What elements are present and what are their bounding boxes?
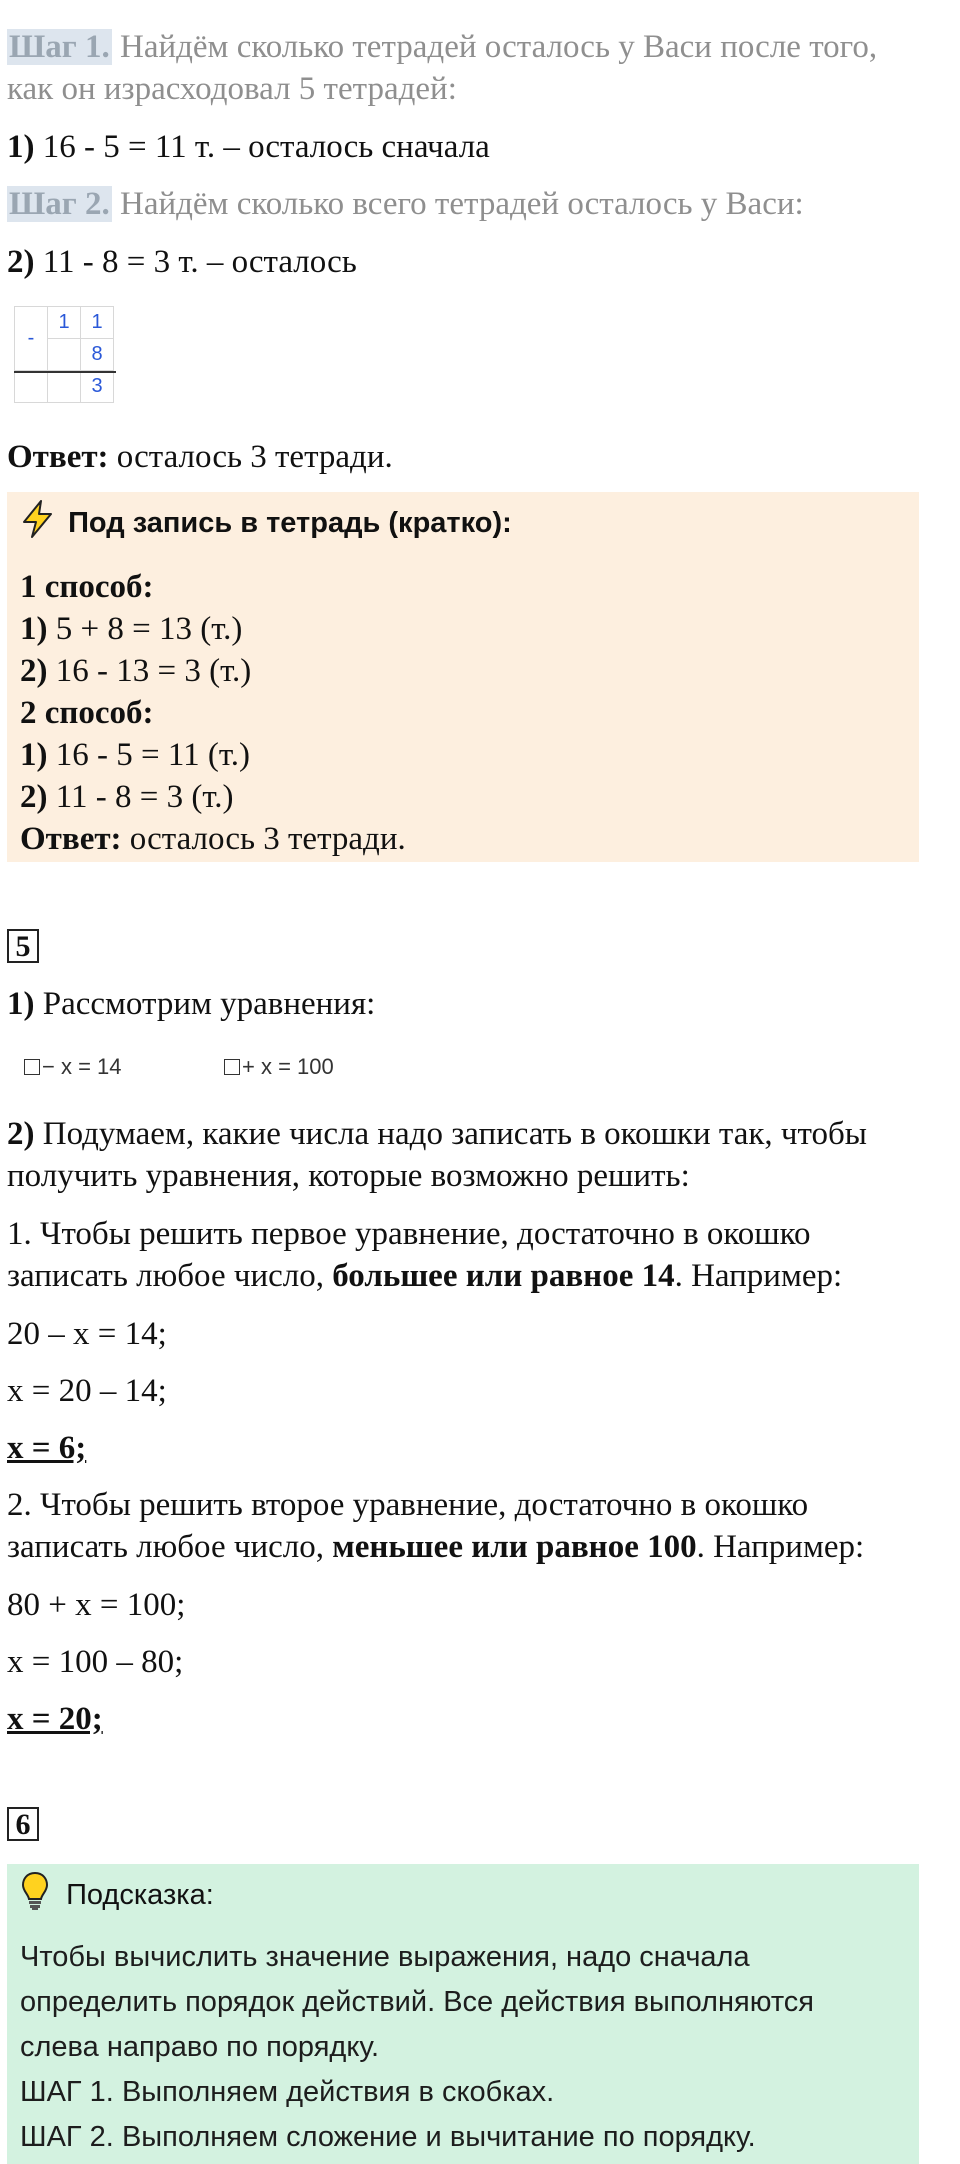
task-number-6: 6 bbox=[7, 1807, 39, 1841]
hint-body bbox=[20, 1935, 814, 2160]
hint-step-1 bbox=[20, 2070, 814, 2115]
text: Подумаем, какие числа надо записать в окошки так, чтобы bbox=[42, 1116, 867, 1152]
answer-label: Ответ: bbox=[20, 821, 122, 857]
calc-cell: 1 bbox=[48, 307, 81, 339]
bold-text: меньшее или равное 100 bbox=[332, 1529, 697, 1565]
way2-line2 bbox=[20, 776, 234, 818]
hint-step-2 bbox=[20, 2115, 814, 2160]
example2-line1: 80 + х = 100; bbox=[7, 1587, 186, 1623]
expr: 16 - 13 = 3 (т.) bbox=[55, 653, 252, 689]
equation-text: + x = 100 bbox=[242, 1054, 334, 1079]
expr: 5 + 8 = 13 (т.) bbox=[55, 611, 243, 647]
task5-para2 bbox=[7, 1484, 951, 1526]
empty-box-icon bbox=[224, 1059, 240, 1075]
calc-cell: 3 bbox=[81, 371, 114, 403]
line2-num: 2) bbox=[7, 244, 35, 280]
text: . Например: bbox=[696, 1529, 865, 1565]
bold-text: большее или равное 14 bbox=[332, 1258, 675, 1294]
solution-line-2 bbox=[7, 241, 357, 283]
way2-label: 2 способ: bbox=[20, 695, 154, 731]
step1-line bbox=[7, 26, 877, 68]
example2-line2: х = 100 – 80; bbox=[7, 1644, 184, 1680]
way1-line2 bbox=[20, 650, 251, 692]
calc-cell: 1 bbox=[81, 307, 114, 339]
hint-title: Подсказка: bbox=[66, 1879, 214, 1911]
num: 2) bbox=[7, 1116, 35, 1152]
text: . Например: bbox=[674, 1258, 843, 1294]
equation-2 bbox=[224, 1054, 334, 1080]
calc-cell bbox=[48, 339, 81, 371]
line2-text: 11 - 8 = 3 т. – осталось bbox=[42, 244, 357, 280]
expr: 11 - 8 = 3 (т.) bbox=[55, 779, 234, 815]
expr: 16 - 5 = 11 (т.) bbox=[55, 737, 251, 773]
step1-text2: как он израсходовал 5 тетрадей: bbox=[7, 71, 457, 107]
num: 1) bbox=[20, 611, 48, 647]
task5-para1b bbox=[7, 1255, 842, 1297]
equation-1 bbox=[24, 1054, 122, 1080]
step-label: ШАГ 1. bbox=[20, 2076, 114, 2108]
text: 1. Чтобы решить первое уравнение, достаточно в окошко bbox=[7, 1216, 811, 1252]
lightbulb-icon bbox=[20, 1870, 58, 1924]
answer-text: осталось 3 тетради. bbox=[129, 821, 406, 857]
line1-num: 1) bbox=[7, 129, 35, 165]
calc-operator: - bbox=[15, 307, 48, 371]
step-text: Выполняем сложение и вычитание по порядку. bbox=[121, 2121, 756, 2153]
way2-heading bbox=[20, 692, 154, 734]
task5-line1 bbox=[7, 983, 375, 1025]
way1-label: 1 способ: bbox=[20, 569, 154, 605]
text: Рассмотрим уравнения: bbox=[42, 986, 376, 1022]
step2-label: Шаг 2. bbox=[9, 186, 110, 222]
step2-line bbox=[7, 183, 804, 225]
calc-underline bbox=[14, 371, 116, 373]
lightning-icon bbox=[20, 500, 60, 550]
answer-line bbox=[7, 436, 393, 478]
calc-cell bbox=[15, 371, 48, 403]
answer-label: Ответ: bbox=[7, 439, 109, 475]
empty-box-icon bbox=[24, 1059, 40, 1075]
num: 1) bbox=[20, 737, 48, 773]
line1-text: 16 - 5 = 11 т. – осталось сначала bbox=[42, 129, 490, 165]
example1-line1: 20 – х = 14; bbox=[7, 1316, 167, 1352]
step-label: ШАГ 2. bbox=[20, 2121, 114, 2153]
answer-text: осталось 3 тетради. bbox=[116, 439, 393, 475]
notebook-header bbox=[20, 500, 512, 550]
way1-heading bbox=[20, 566, 154, 608]
hint-line: Чтобы вычислить значение выражения, надо сначала bbox=[20, 1941, 750, 1973]
step1-label: Шаг 1. bbox=[9, 29, 110, 65]
text: 2. Чтобы решить второе уравнение, достаточно в окошко bbox=[7, 1487, 809, 1523]
num: 2) bbox=[20, 779, 48, 815]
calc-cell: 8 bbox=[81, 339, 114, 371]
calc-cell bbox=[48, 371, 81, 403]
num: 1) bbox=[7, 986, 35, 1022]
step1-text: Найдём сколько тетрадей осталось у Васи после того, bbox=[119, 29, 878, 65]
task-number-5: 5 bbox=[7, 929, 39, 963]
text: записать любое число, bbox=[7, 1529, 333, 1565]
notebook-title: Под запись в тетрадь (кратко): bbox=[68, 507, 512, 539]
num: 2) bbox=[20, 653, 48, 689]
hint-header bbox=[20, 1870, 214, 1924]
task5-para1 bbox=[7, 1213, 951, 1255]
step-text: Выполняем действия в скобках. bbox=[121, 2076, 555, 2108]
way2-line1 bbox=[20, 734, 250, 776]
task5-para2b bbox=[7, 1526, 864, 1568]
hint-line: определить порядок действий. Все действия выполняются bbox=[20, 1986, 814, 2018]
text: записать любое число, bbox=[7, 1258, 333, 1294]
way1-line1 bbox=[20, 608, 242, 650]
example2-result: х = 20; bbox=[7, 1701, 103, 1737]
example1-result: х = 6; bbox=[7, 1430, 87, 1466]
task5-line2b: получить уравнения, которые возможно решить: bbox=[7, 1158, 690, 1194]
step2-text: Найдём сколько всего тетрадей осталось у Васи: bbox=[119, 186, 804, 222]
task5-line2 bbox=[7, 1113, 867, 1155]
column-subtraction bbox=[14, 306, 114, 403]
notebook-answer bbox=[20, 818, 406, 860]
solution-line-1 bbox=[7, 126, 490, 168]
hint-line: слева направо по порядку. bbox=[20, 2031, 380, 2063]
example1-line2: х = 20 – 14; bbox=[7, 1373, 167, 1409]
equation-text: − x = 14 bbox=[42, 1054, 122, 1079]
